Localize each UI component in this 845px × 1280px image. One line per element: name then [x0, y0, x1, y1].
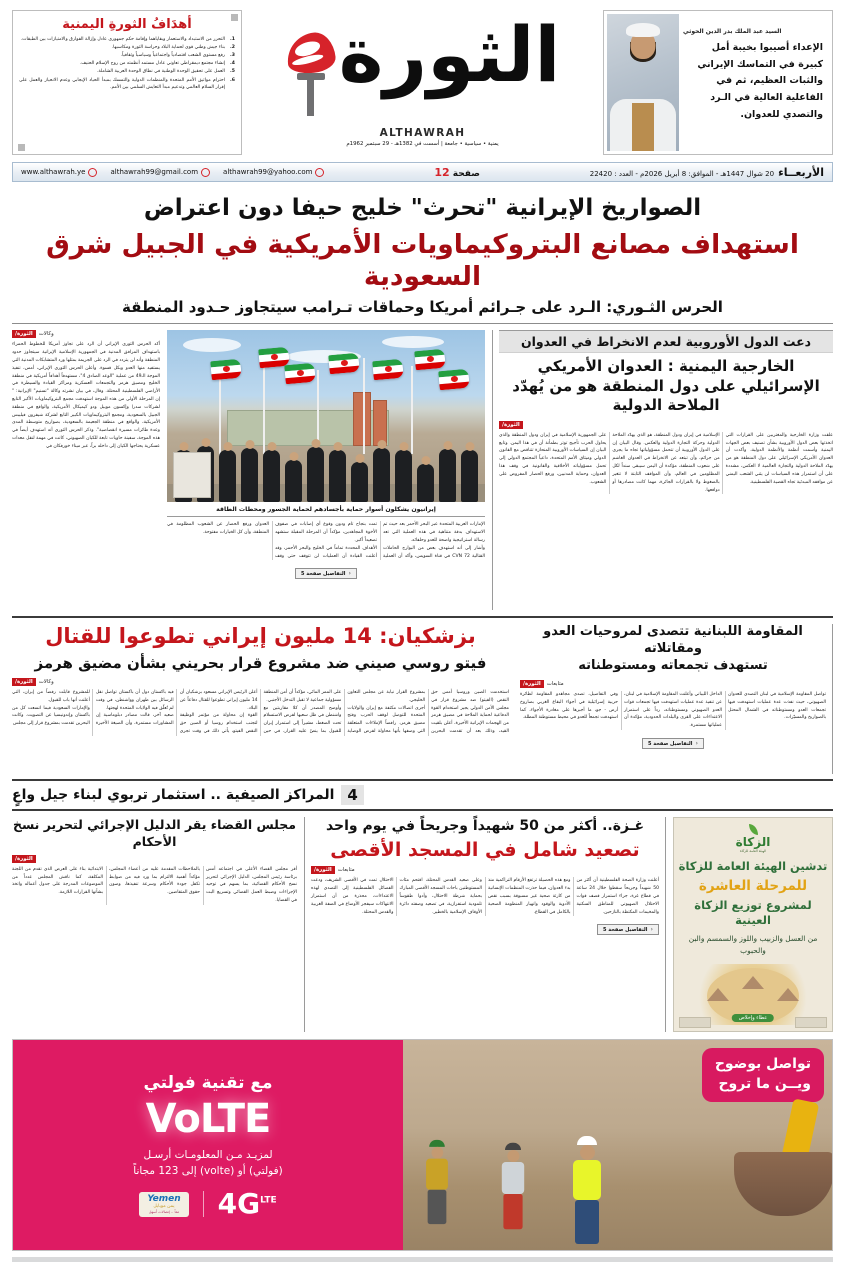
quote-line: الإعداء أصيبوا بخيبة أمل — [711, 42, 823, 53]
source-sub: وكالات — [38, 679, 54, 686]
worker-secondary — [502, 1143, 524, 1229]
worker-tertiary — [426, 1140, 448, 1224]
photo-caption: إيرانيون يشكلون أسوار حماية بأجسادهم لحماية الجسور ومحطات الطاقة — [167, 502, 485, 517]
zakat-line-3: لمشروع توزيع الزكاة العينية — [694, 897, 812, 928]
article-body: وأوضح المصدر أن كلا مقاربتين مع واشنطن في ظل سعيها لفرض الاستسلام تحت الضغط، مشيراً إلى استمرار إيران للقبول بما ينصّ عليه القرار، في حين أعلن الرئيس الإيراني مسعود بزشكيان أن 14 مليون إيراني تطوعوا للقتال دفاعاً عن البلاد. — [179, 690, 342, 735]
zakat-line-2: للمرحلة العاشرة — [698, 877, 808, 894]
volte-advertisement[interactable] — [12, 1039, 833, 1251]
torch-flame-icon — [285, 33, 337, 119]
section-middle — [12, 624, 833, 774]
chevron-left-icon: ‹ — [650, 926, 653, 934]
article-body: الإسلامية في إيران ودول المنطقة، هو الذي يهدّد الملاحة الدولية وحركة التجارة الدولية والعكس. وقال البيان إن على الدول الأوروبية أن تتحمل مسؤولياتها تجاه ما يجري من جرائم، وأن تبتعد عن الانخراط في العدوان الغاشم على شعوب المنطقة، مؤكدة أن اليمن سيبقى سنداً لكل المظلومين في العالم، وأن المواقف الثابتة لا تتغير بالضغوط ولا بالقرارات الجائرة، مهما كانت مصادرها أو دوافعها. — [612, 432, 720, 493]
article-overline: دعت الدول الأوروبية لعدم الانخراط في العدوان — [499, 330, 833, 353]
source-sub: متابعات — [337, 867, 355, 874]
volte-top-text: مع تقنية فولتي — [143, 1072, 273, 1093]
issue-date-block — [590, 166, 824, 179]
iran-flag-icon — [438, 369, 470, 391]
divider — [12, 616, 833, 618]
article-body: والإمارات السعودية فيما اتسعت كل من باكستان وإندونيسيا عن التصويت. وكانت البحرين تقدمت بمشروع قرار إلى مجلس — [12, 705, 90, 727]
volte-ad-panel — [13, 1040, 403, 1250]
source-label: الثورة/ — [12, 678, 36, 686]
volte-tagline — [702, 1048, 824, 1101]
yahoo-label: althawrah99@yahoo.com — [223, 168, 313, 176]
section-top — [12, 330, 833, 610]
article-body: الإمارات العربية المتحدة عبر البحر الأحمر بعد حيث تم الاستهداف بدقة متناهية في هذه العملية التي تعد رسالة استراتيجية واضحة للعدو وحلفائه. — [383, 522, 485, 543]
iran-flag-icon — [414, 349, 446, 371]
detail-tag-label: التفاصيل صفحة 5 — [603, 926, 648, 933]
zakat-logo-subtitle: الهيئة العامة للزكاة — [739, 849, 767, 854]
quote-line: كبيرة في التماسك الإيراني — [697, 58, 823, 70]
article-body: وعلى صعيد القدس المحتلة، اقتحم مئات المستوطنين باحات المسجد الأقصى المبارك بحماية شرطة الاحتلال، وأدوا طقوساً تلمودية استفزازية، في تصعيد وصفته دائرة الأوقاف الإسلامية بالخطير. — [399, 878, 482, 915]
source-badge — [520, 680, 826, 688]
corner-square-icon — [18, 144, 25, 151]
contact-links — [21, 168, 324, 177]
source-label: الثورة/ — [520, 680, 544, 688]
article-body: الداخل الليباني وأعلنت المقاومة الإسلامية في لبنان، عن تنفيذ عدة عمليات استهدفت فيها تجمعات قوات العدو الصهيوني ومستوطناته، رداً على استمرار الاعتداءات على القرى والبلدات الحدودية، مؤكدة أن عملياتها مستمرة. — [624, 692, 722, 729]
paper-name-latin: ALTHAWRAH — [379, 126, 466, 139]
detail-page-tag[interactable] — [295, 568, 357, 579]
goal-item: بناء جيش وطني قوي لحماية البلاد وحراسة الثورة ومكاسبها. — [111, 45, 225, 51]
quote-line: والتصدي للعدوان. — [740, 108, 823, 120]
article-body: أقر مجلس القضاء الأعلى في اجتماعه أمس برئاسة رئيس المجلس، الدليل الإجرائي لتحرير نسخ الأحكام القضائية، بما يسهم في توحيد الإجراءات وضبط العمل القضائي وتسريع البت في القضايا. — [206, 866, 297, 904]
volte-ad-photo — [403, 1040, 832, 1250]
article-body: وأشار إلى أنه استهدف بعض من البوارج الحاملات القتالية CVN 72 في قناة السويس، وأكد أن العملية تمت بنجاح تام ودون وقوع أي إصابات في صفوف الأخوة المجاهدين، مؤكداً أن المرحلة المقبلة ستشهد تصعيداً أكبر. — [275, 522, 485, 559]
yahoo-link[interactable] — [223, 168, 324, 177]
paper-name-arabic: الثورة — [338, 9, 561, 99]
leader-portrait — [607, 14, 679, 151]
news-photo-iran-rally — [167, 330, 485, 502]
zakat-logo-text: الزكاة — [735, 835, 771, 850]
article-body: علقت وزارة الخارجية والمغتربين على القرارات التي اتخذتها بعض الدول الأوروبية بشأن تصنيف بعض الجهات اليمنية وأسمت أنظمة والأنظمة الدولية، وأكدت أن العدوان الأمريكي الإسرائيلي على دول المنطقة هو من يهدّد الملاحة الدولية والتجارة العالمية لا العكس، مشددة على أن استمرار هذه السياسات لن يثني الشعب اليمني عن مواقفه المبدئية تجاه القضية الفلسطينية. — [725, 432, 833, 485]
source-badge — [12, 855, 297, 863]
strip-headline: المراكز الصيفية .. استثمار تربوي لبناء جيل واعٍ — [12, 787, 335, 804]
article-body: وفي التفاصيل، تصدى مجاهدو المقاومة لطائرة حربية إسرائيلية في أجواء البقاع الغربي بصاروخ أرض - جو، ما أجبرها على مغادرة الأجواء، كما استهدفت تجمعاً للعدو في محيط مستوطنة المطلة. — [520, 692, 618, 721]
issue-date: 20 شوال 1447هـ - الموافق: 8 أبريل 2026م - العدد : 22420 — [589, 169, 775, 178]
iran-flag-icon — [372, 359, 404, 381]
article-gaza-aqsa[interactable] — [304, 817, 666, 1032]
operator-name-en: Yemen — [147, 1193, 181, 1204]
iran-flag-icon — [210, 359, 242, 381]
iran-flag-icon — [284, 363, 316, 385]
worker-with-phone — [573, 1136, 601, 1244]
volte-brand-logo: VoLTE — [145, 1095, 271, 1142]
founding-line: يمنية • سياسية • جامعة | أسست في 1382هـ - 29 سبتمبر 1962م — [346, 140, 499, 147]
zakat-footer-chip — [679, 1017, 711, 1028]
source-badge — [499, 421, 833, 429]
goal-item: احترام مواثيق الأمم المتحدة والمنظمات الدولية والتمسك بمبدأ الحياد الإيجابي وعدم الانحياز والعمل على إقرار السلام العالمي وتدعيم مبدأ التعايش السلمي بين الأمم. — [19, 77, 225, 90]
website-link[interactable] — [21, 168, 97, 177]
summer-centers-strip[interactable] — [12, 779, 833, 811]
corner-square-icon — [231, 14, 238, 21]
zakat-logo — [736, 824, 771, 853]
divider — [12, 323, 833, 324]
source-label: الثورة/ — [311, 866, 335, 874]
source-label: الثورة/ — [12, 330, 36, 338]
article-body: بالملاحظات المقدمة عليه من أعضاء المجلس، مؤكداً أهمية الالتزام بما ورد فيه من ضوابط تكفل جودة الأحكام وسرعة تنفيذها، وصون حقوق المتقاضين. — [109, 866, 200, 896]
issue-info-bar — [12, 162, 833, 182]
section-bottom — [12, 817, 833, 1032]
protest-poster — [173, 452, 211, 498]
article-lebanese-resistance[interactable] — [516, 624, 833, 774]
chevron-left-icon: ‹ — [348, 570, 351, 578]
article-headline-line2: تستهدف تجمعاته ومستوطناته — [578, 658, 768, 674]
source-badge — [12, 330, 160, 338]
volte-tagline-line-2: ويــن ما تروح — [718, 1075, 811, 1092]
goal-item: التحرر من الاستبداد والاستعمار وبقاياهما وإقامة حكم جمهوري عادل وإزالة الفوارق والامتيازات بين الطبقات. — [20, 37, 225, 42]
article-headline: الخارجية اليمنية : العدوان الأمريكي الإسرائيلي على دول المنطقة هو من يُهدّد الملاحة الدولية — [512, 357, 820, 415]
goals-list — [19, 36, 235, 91]
quote-line: والثبات العظيم، ثم في — [716, 75, 823, 87]
crowd-of-people — [167, 440, 485, 502]
source-sub: وكالات — [38, 331, 54, 338]
article-body: على الجمهورية الإسلامية في إيران ودول المنطقة والذي يحاول الحرب تأجيج توتر بطمأنة أن في هذا اليمن. وتابع البيان إن السياسات الأوروبية المنحازة تتناقض مع القانون الدولي وميثاق الأمم المتحدة، داعياً المجتمع الدولي إلى تحمل مسؤولياته الأخلاقية والقانونية في وقف هذا العدوان، وحماية المدنيين، ورفع الحصار المفروض على الشعوب. — [499, 432, 607, 485]
article-body: أعلنت وزارة الصحة الفلسطينية أن أكثر من 50 شهيداً وجريحاً سقطوا خلال 24 ساعة في قطاع غزة، جراء استمرار قصف قوات الاحتلال الصهيوني للمناطق السكنية والمخيمات المكتظة بالنازحين. — [576, 878, 659, 915]
zakat-footer-chip — [795, 1017, 827, 1028]
globe-icon — [88, 168, 97, 177]
yemen-mobile-logo — [139, 1192, 188, 1217]
source-label: الثورة/ — [12, 855, 36, 863]
revolution-goals-box — [12, 10, 242, 155]
network-badge — [217, 1187, 277, 1221]
pages-label: صفحة — [452, 168, 480, 179]
gmail-link[interactable] — [110, 168, 210, 177]
goal-item: العمل على تحقيق الوحدة الوطنية في نطاق الوحدة العربية الشاملة. — [96, 69, 225, 75]
page-count-block — [434, 166, 480, 179]
source-sub: متابعات — [546, 681, 564, 688]
zakat-line-1: تدشين الهيئة العامة للزكاة — [678, 859, 828, 874]
detail-tag-label: التفاصيل صفحة 5 — [648, 740, 693, 747]
paper-logo — [248, 10, 597, 155]
chevron-left-icon: ‹ — [695, 740, 698, 748]
goals-title: أهدَافُ الثورةِ اليمنية — [62, 17, 192, 32]
article-body: ومع هذه الحصيلة ترتفع الأرقام التراكمية منذ بدء العدوان، فيما حذرت المنظمات الإنسانية من كارثة صحية غير مسبوقة بسبب نقص الأدوية والوقود وانهيار المنظومة الصحية بالكامل في القطاع. — [487, 878, 571, 915]
article-headline-line1: المقاومة اللبنانية تتصدى لمروحيات العدو ومقاتلاته — [543, 624, 803, 657]
operator-name-ar: يمن موبايل — [153, 1203, 175, 1209]
pages-count: 12 — [434, 165, 450, 179]
article-body: الابتدائية بناء على العرض الذي تقدم من اللجنة المكلفة، كما ناقش المجلس عدداً من الموضوعات المدرجة على جدول أعماله واتخذ بشأنها القرارات اللازمة. — [12, 866, 103, 896]
source-badge — [311, 866, 659, 874]
photo-article-block — [167, 330, 485, 610]
article-overline: غـزة.. أكثر من 50 شهيداً وجريحاً في يوم واحد — [325, 818, 645, 835]
article-body: تواصل المقاومة الإسلامية في لبنان التصدي للعدوان الصهيوني، حيث نفذت عدة عمليات استهدفت فيها تجمعات العدو ومستوطناته في الشمال المحتل بالصواريخ والمسيّرات. — [728, 692, 826, 721]
excavator-icon — [718, 1100, 832, 1220]
lead-subheadline: الحرس الثـوري: الـرد على جـرائم أمريكا وحماقات تـرامب سيتجاوز حـدود المنطقة — [122, 298, 723, 317]
article-foreign-ministry[interactable] — [492, 330, 833, 610]
detail-page-tag[interactable] — [642, 738, 704, 749]
quote-signature: السيد عبد الملك بدر الدين الحوثي — [683, 28, 782, 35]
goal-item: إنشاء مجتمع ديمقراطي تعاوني عادل مستمد أنظمته من روح الإسلام الحنيف. — [79, 61, 225, 67]
article-body: القوة إن محاولة من مؤتمر الوظيفة لتجنب استخدام روسيا أو الصين حق النقض الفيتو، يأتي ذلك في وقت تجري فيه باكستان دول أن باكستان تواصل نقل الرسائل بين طهران وواشنطن، في وقت لم تُعلّق فيه الولايات المتحدة لهجتها. — [95, 690, 258, 735]
article-headline-red: بزشكيان: 14 مليون إيراني تطوعوا للقتال — [45, 624, 476, 649]
operator-tagline: معاً .. إتصالات أسهل — [148, 1209, 180, 1214]
article-body: استخدمت الصين وروسيا أمس حق النقض (الفيتو) ضد مشروع قرار في مجلس الأمن الدولي يجيز استخدام القوة الدفاعية لحماية الملاحة في مضيق هرمز من الهجمات الإيرانية الأخيرة، أعلن بلقيت القيد، وذلك بعد أن تقدمت البحرين بمشروع القرار نيابة عن مجلس التعاون الخليجي. — [347, 690, 509, 735]
leaf-icon — [749, 824, 758, 835]
divider — [203, 1191, 204, 1217]
zakat-line-4: من العسل والزبيب واللوز والسمسم والبن والحبوب — [688, 933, 818, 956]
article-body: أكد الحرس الثوري الإيراني أن الرد على تجاوز أمريكا للخطوط الحمراء باستهداف المرافق المدنية في الجمهورية الإسلامية الإيرانية سيتجاوز حدود المنطقة وأنه لن يتردد في الرد على الجريمة بمثلها ورد المتشابكات المدنية التي يستفيد منها العدو وبكل قسوة. وأعلن الحرس الثوري الإيراني، أمس، تنفيذ الموجة الـ49 من عملية "الوعد الصادق 4"، مستهدفاً أهدافاً أمريكية في منطقة الخليج ومضيق هرمز والتجمعات العسكرية ومراكز القيادة والسيطرة في الأراضي الفلسطينية المحتلة. وقال، في بيان نشرته وكالة "تسنيم" الإيرانية: " إن المرحلة الأولى من هذه الموجة استهدفت مجمع البتروكيماويات الأكبر التابع لشركات سدرا وإكسون موبيل ودو كيميكال الأمريكية، والواقع في منطقة الجبيل بالسعودية، ومجمع البتروكيماويات الكبير التابع لشركة شيفرون فيليبس الأمريكية، والواقع في منطقة الجعيمة بالسعودية، بصواريخ متوسطة المدى وعدة طائرات مسيرة انقضاضية". وذكر الحرس الثوري أنه استهدف أيضاً في هذه الموجة، سفينة حاويات تابعة للكيان الصهيوني، كانت في مهمة لنقل معدات عسكرية يحتاجها الكيان إلى داخله براً، عبر ميناء خورفكان في — [12, 342, 160, 449]
article-body: الأهداف المحددة تماماً في الخليج والبحر الأحمر، وقد أعلنت القيادة أن العمليات لن تتوقف حتى وقف العدوان ورفع الحصار عن الشعوب المظلومة في المنطقة، وأن كل الخيارات مفتوحة. — [167, 522, 377, 559]
detail-page-tag[interactable] — [597, 924, 659, 935]
article-body: أجرى اتصالات مكثفة مع إيران والولايات المتحدة للتوصل لوقف الحرب وفتح مضيق هرمز، رافضاً الإملاءات المتعلقة التي وصفها بأنها محاولة لفرض الوصاية على الممر المائي، مؤكداً أن أمن المنطقة مسؤولية جماعية لا تقبل التدخل الأجنبي. — [263, 690, 426, 735]
issue-weekday: الأربعــاء — [778, 165, 824, 179]
quote-line: الفاعلية العالية في الـرد — [710, 91, 823, 103]
volte-tagline-line-1: تواصل بوضوح — [714, 1056, 811, 1073]
lead-main-headline: استهداف مصانع البتروكيماويات الأمريكية في الجبيل شرق السعودية — [46, 228, 799, 292]
leader-quote-box — [603, 10, 833, 155]
article-revolutionary-guard[interactable] — [12, 330, 160, 610]
website-label: www.althawrah.ye — [21, 168, 86, 176]
strip-page-number: 4 — [341, 785, 363, 805]
lead-kicker: الصواريخ الإيرانية "تحرث" خليج حيفا دون اعتراض — [143, 195, 702, 221]
zakat-badge: عطاء وإخلاص — [732, 1014, 774, 1022]
zakat-illustration — [693, 964, 813, 1025]
network-sup: LTE — [260, 1195, 277, 1206]
masthead — [12, 10, 833, 155]
mail-icon — [201, 168, 210, 177]
article-headline: تصعيد شامل في المسجد الأقصى — [330, 838, 640, 861]
article-headline: مجلس القضاء يقر الدليل الإجرائي لتحرير نسخ الأحكام — [12, 817, 297, 849]
page-footer-line — [12, 1257, 833, 1262]
zakat-advertisement[interactable] — [673, 817, 833, 1032]
article-body: الاحتلال تمت في الأقصى الشريف، ودعت الفصائل الفلسطينية إلى التصدي لهذه الاعتداءات، محذرة من أن استمرار الانتهاكات سيفجر الأوضاع في الضفة الغربية والقدس المحتلة. — [311, 878, 394, 915]
article-pezeshkian[interactable] — [12, 624, 509, 774]
article-headline-black: فيتو روسي صيني ضد مشروع قرار بحريني بشأن مضيق هرمز — [34, 653, 487, 672]
article-judicial-council[interactable] — [12, 817, 297, 1032]
detail-tag-label: التفاصيل صفحة 5 — [301, 570, 346, 577]
volte-info-line-1: لمزيـد مـن المعلومـات أرسـل — [143, 1148, 273, 1161]
source-label: الثورة/ — [499, 421, 523, 429]
iran-flag-icon — [328, 353, 360, 375]
source-badge — [12, 678, 509, 686]
article-body: صعيد آخر، قالت مصادر دبلوماسية إن المشاورات مستمرة، وأن الصيغة الأخيرة للمشروع قابلت رفضاً من إيران، التي أعلنت أنها باب للقبول. — [12, 690, 174, 727]
gmail-label: althawrah99@gmail.com — [110, 168, 199, 176]
mail-icon — [315, 168, 324, 177]
network-label: 4G — [217, 1187, 261, 1221]
volte-info-line-2: (فولتي) أو (volte) إلى 123 مجاناً — [133, 1165, 283, 1178]
goal-item: رفع مستوى الشعب اقتصادياً واجتماعياً وسياسياً وثقافياً. — [120, 53, 225, 59]
